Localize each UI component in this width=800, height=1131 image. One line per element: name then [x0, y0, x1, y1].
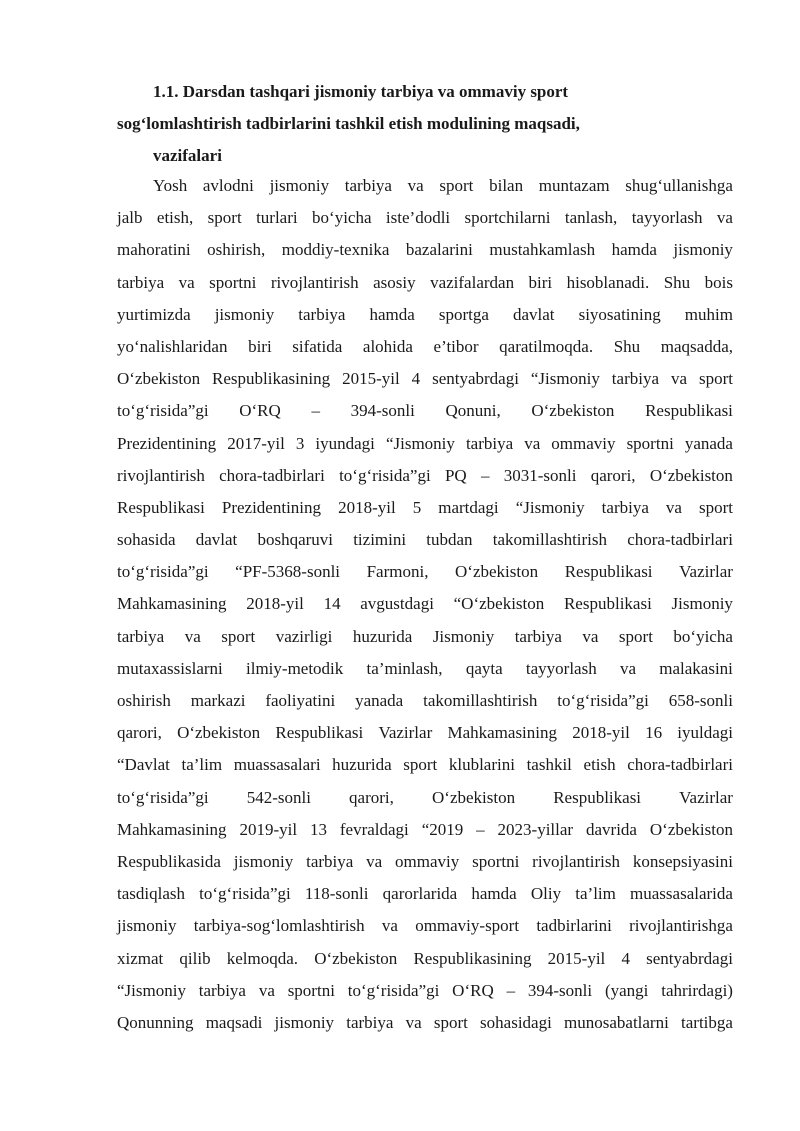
paragraph-line: “Davlat ta’lim muassasalari huzurida sport klublarini tashkil etish chora-tadbirlari: [117, 755, 733, 775]
paragraph-line: qarori, O‘zbekiston Respublikasi Vazirlar Mahkamasining 2018-yil 16 iyuldagi: [117, 723, 733, 743]
paragraph-line: to‘g‘risida”gi O‘RQ – 394-sonli Qonuni, O‘zbekiston Respublikasi: [117, 401, 733, 421]
heading-line-1: 1.1. Darsdan tashqari jismoniy tarbiya va ommaviy sport: [153, 82, 569, 101]
paragraph-line: xizmat qilib kelmoqda. O‘zbekiston Respublikasining 2015-yil 4 sentyabrdagi: [117, 948, 733, 968]
paragraph-line: Mahkamasining 2019-yil 13 fevraldagi “2019 – 2023-yillar davrida O‘zbekiston: [117, 819, 733, 839]
body-paragraph: [117, 170, 733, 1039]
paragraph-line: yurtimizda jismoniy tarbiya hamda sportga davlat siyosatining muhim: [117, 304, 733, 324]
paragraph-line: “Jismoniy tarbiya va sportni to‘g‘risida”gi O‘RQ – 394-sonli (yangi tahrirdagi): [117, 980, 733, 1000]
paragraph-line: mahoratini oshirish, moddiy-texnika bazalarini mustahkamlash hamda jismoniy: [117, 240, 733, 260]
paragraph-line: jalb etish, sport turlari bo‘yicha iste’dodli sportchilarni tanlash, tayyorlash va: [117, 208, 733, 228]
paragraph-line: jismoniy tarbiya-sog‘lomlashtirish va ommaviy-sport tadbirlarini rivojlantirishga: [117, 916, 733, 936]
paragraph-line: O‘zbekiston Respublikasining 2015-yil 4 sentyabrdagi “Jismoniy tarbiya va sport: [117, 369, 733, 389]
paragraph-line: Yosh avlodni jismoniy tarbiya va sport bilan muntazam shug‘ullanishga: [153, 176, 733, 195]
paragraph-line: Mahkamasining 2018-yil 14 avgustdagi “O‘zbekiston Respublikasi Jismoniy: [117, 594, 733, 614]
paragraph-line: tarbiya va sport vazirligi huzurida Jismoniy tarbiya va sport bo‘yicha: [117, 626, 733, 646]
paragraph-line: Qonunning maqsadi jismoniy tarbiya va sport sohasidagi munosabatlarni tartibga: [117, 1012, 733, 1032]
paragraph-line: mutaxassislarni ilmiy-metodik ta’minlash, qayta tayyorlash va malakasini: [117, 658, 733, 678]
heading-line-2: sog‘lomlashtirish tadbirlarini tashkil etish modulining maqsadi,: [117, 114, 580, 133]
heading-line-3: vazifalari: [153, 146, 222, 165]
paragraph-line: sohasida davlat boshqaruvi tizimini tubdan takomillashtirish chora-tadbirlari: [117, 530, 733, 550]
paragraph-line: to‘g‘risida”gi 542-sonli qarori, O‘zbekiston Respublikasi Vazirlar: [117, 787, 733, 807]
paragraph-line: yo‘nalishlaridan biri sifatida alohida e’tibor qaratilmoqda. Shu maqsadda,: [117, 336, 733, 356]
section-heading: [117, 76, 737, 172]
paragraph-line: rivojlantirish chora-tadbirlari to‘g‘risida”gi PQ – 3031-sonli qarori, O‘zbekiston: [117, 465, 733, 485]
paragraph-line: Prezidentining 2017-yil 3 iyundagi “Jismoniy tarbiya va ommaviy sportni yanada: [117, 433, 733, 453]
paragraph-line: Respublikasida jismoniy tarbiya va ommaviy sportni rivojlantirish konsepsiyasini: [117, 851, 733, 871]
paragraph-line: tasdiqlash to‘g‘risida”gi 118-sonli qarorlarida hamda Oliy ta’lim muassasalarida: [117, 884, 733, 904]
paragraph-line: to‘g‘risida”gi “PF-5368-sonli Farmoni, O‘zbekiston Respublikasi Vazirlar: [117, 562, 733, 582]
paragraph-line: tarbiya va sportni rivojlantirish asosiy vazifalardan biri hisoblanadi. Shu bois: [117, 272, 733, 292]
paragraph-line: oshirish markazi faoliyatini yanada takomillashtirish to‘g‘risida”gi 658-sonli: [117, 691, 733, 710]
paragraph-line: Respublikasi Prezidentining 2018-yil 5 martdagi “Jismoniy tarbiya va sport: [117, 497, 733, 517]
